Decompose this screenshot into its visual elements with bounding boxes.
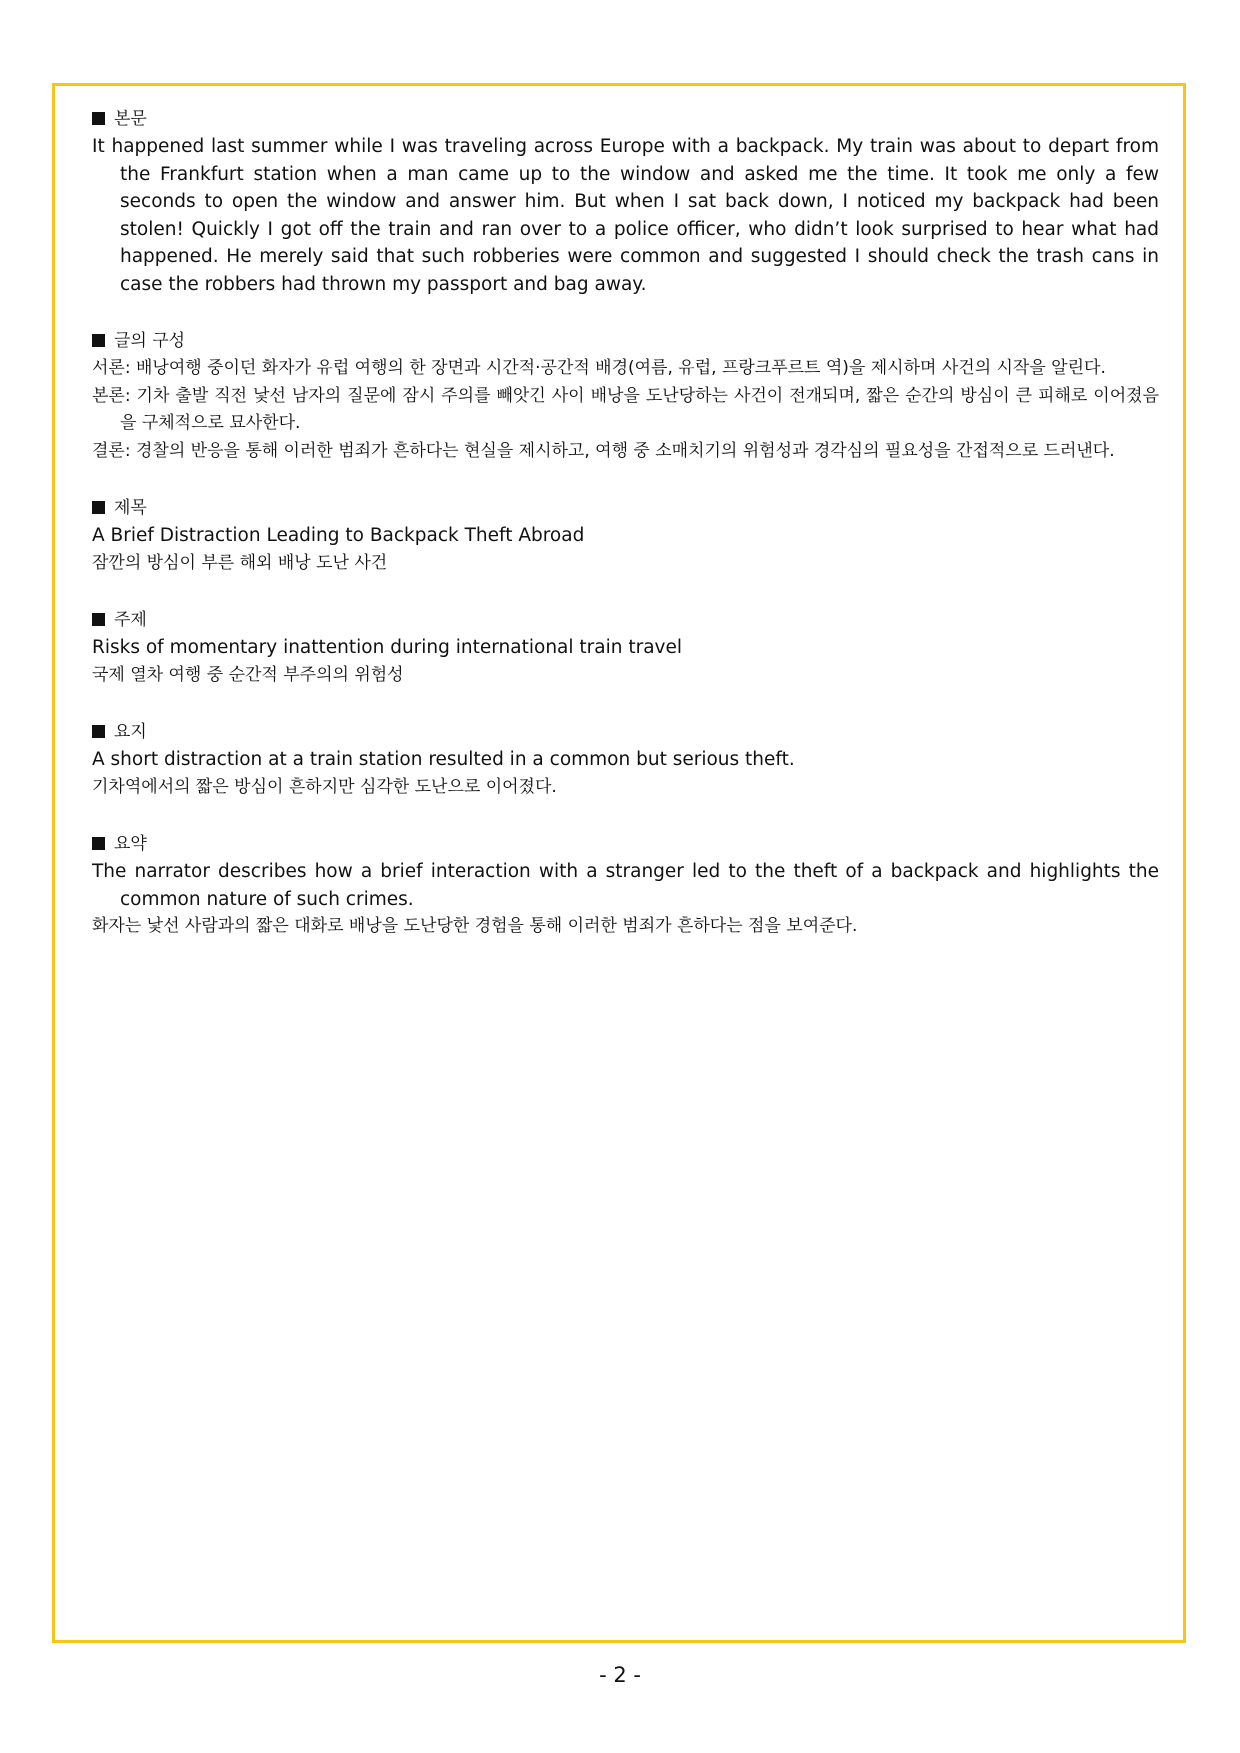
section-title bbox=[92, 495, 1159, 577]
square-bullet-icon bbox=[92, 725, 105, 738]
section-heading bbox=[92, 719, 1159, 746]
section-summary bbox=[92, 831, 1159, 941]
worksheet-content bbox=[92, 106, 1159, 971]
section-heading-label: 본문 bbox=[114, 109, 147, 129]
section-heading bbox=[92, 495, 1159, 522]
section-heading-label: 제목 bbox=[114, 498, 147, 518]
passage-text: It happened last summer while I was traveling across Europe with a backpack. My train was about to depart from the Frankfurt station when a man came up to the window and asked me the time. It took me only a few seconds to open the window and answer him. But when I sat back down, I noticed my backpack had been stolen! Quickly I got off the train and ran over to a police officer, who didn’t look surprised to hear what had happened. He merely said that such robberies were common and suggested I should check the trash cans in case the robbers had thrown my passport and bag away. bbox=[92, 136, 1159, 295]
structure-body: 본론: 기차 출발 직전 낯선 남자의 질문에 잠시 주의를 빼앗긴 사이 배낭을 도난당하는 사건이 전개되며, 짧은 순간의 방심이 큰 피해로 이어졌음을 구체적으로 묘사한다. bbox=[92, 385, 1159, 433]
page-number: - 2 - bbox=[599, 1663, 641, 1687]
section-heading bbox=[92, 328, 1159, 355]
section-heading-label: 요지 bbox=[114, 722, 147, 742]
section-heading bbox=[92, 831, 1159, 858]
section-heading-label: 글의 구성 bbox=[114, 331, 186, 351]
summary-english: The narrator describes how a brief interaction with a stranger led to the theft of a backpack and highlights the common nature of such crimes. bbox=[92, 861, 1159, 910]
gist-english: A short distraction at a train station resulted in a common but serious theft. bbox=[92, 749, 795, 770]
theme-english: Risks of momentary inattention during international train travel bbox=[92, 637, 683, 658]
section-theme bbox=[92, 607, 1159, 689]
theme-korean: 국제 열차 여행 중 순간적 부주의의 위험성 bbox=[92, 664, 404, 685]
structure-conclusion: 결론: 경찰의 반응을 통해 이러한 범죄가 흔하다는 현실을 제시하고, 여행 중 소매치기의 위험성과 경각심의 필요성을 간접적으로 드러낸다. bbox=[92, 440, 1115, 461]
section-gist bbox=[92, 719, 1159, 801]
section-structure bbox=[92, 328, 1159, 465]
square-bullet-icon bbox=[92, 837, 105, 850]
square-bullet-icon bbox=[92, 334, 105, 347]
section-heading bbox=[92, 106, 1159, 133]
title-korean: 잠깐의 방심이 부른 해외 배낭 도난 사건 bbox=[92, 552, 388, 573]
section-heading bbox=[92, 607, 1159, 634]
square-bullet-icon bbox=[92, 501, 105, 514]
title-english: A Brief Distraction Leading to Backpack Theft Abroad bbox=[92, 525, 585, 546]
section-heading-label: 주제 bbox=[114, 610, 147, 630]
summary-korean: 화자는 낯선 사람과의 짧은 대화로 배낭을 도난당한 경험을 통해 이러한 범죄가 흔하다는 점을 보여준다. bbox=[92, 916, 858, 936]
gist-korean: 기차역에서의 짧은 방심이 흔하지만 심각한 도난으로 이어졌다. bbox=[92, 776, 557, 797]
section-body-text bbox=[92, 106, 1159, 298]
square-bullet-icon bbox=[92, 613, 105, 626]
structure-intro: 서론: 배낭여행 중이던 화자가 유럽 여행의 한 장면과 시간적·공간적 배경(여름, 유럽, 프랑크푸르트 역)을 제시하며 사건의 시작을 알린다. bbox=[92, 358, 1106, 378]
square-bullet-icon bbox=[92, 112, 105, 125]
section-heading-label: 요약 bbox=[114, 834, 147, 854]
